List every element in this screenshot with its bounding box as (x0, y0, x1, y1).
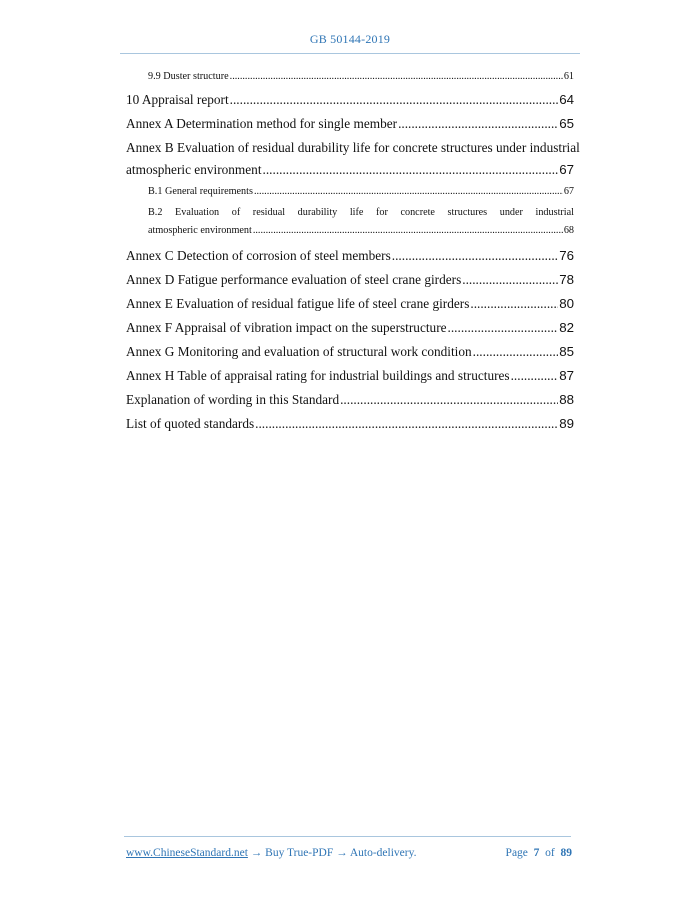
toc-entry-title: Annex F Appraisal of vibration impact on the superstructure (126, 320, 447, 335)
toc-leader-dots (470, 293, 558, 315)
toc-entry-title: Annex E Evaluation of residual fatigue life of steel crane girders (126, 296, 470, 311)
toc-page-number: 88 (559, 392, 574, 407)
toc-entry-title-line1: B.2 Evaluation of residual durability life for concrete structures under industrial (148, 207, 574, 218)
page-of-label: of (545, 847, 555, 859)
toc-entry-annex-d[interactable] (126, 269, 574, 291)
toc-entry-9-9[interactable] (126, 68, 574, 86)
toc-page-number: 89 (559, 416, 574, 431)
toc-entry-quoted-standards[interactable] (126, 413, 574, 435)
toc-entry-annex-h[interactable] (126, 365, 574, 387)
current-page: 7 (533, 847, 540, 859)
toc-leader-dots (398, 113, 558, 135)
toc-leader-dots (230, 89, 559, 111)
toc-page-number: 65 (559, 116, 574, 131)
toc-entry-annex-g[interactable] (126, 341, 574, 363)
header-divider (120, 53, 580, 54)
toc-entry-annex-f[interactable] (126, 317, 574, 339)
toc-page-number: 78 (559, 272, 574, 287)
toc-page-number: 64 (559, 92, 574, 107)
toc-leader-dots (263, 159, 559, 181)
table-of-contents (126, 68, 580, 437)
website-link[interactable]: www.ChineseStandard.net (126, 847, 248, 859)
footer-promo (126, 847, 416, 859)
toc-entry-annex-c[interactable] (126, 245, 574, 267)
toc-entry-title: 10 Appraisal report (126, 92, 229, 107)
toc-entry-explanation[interactable] (126, 389, 574, 411)
toc-leader-dots (448, 317, 559, 339)
toc-leader-dots (473, 341, 559, 363)
toc-page-number: 80 (559, 296, 574, 311)
toc-page-number: 82 (559, 320, 574, 335)
toc-page-number: 61 (563, 71, 574, 82)
toc-page-number: 67 (563, 186, 574, 197)
toc-entry-annex-b[interactable] (126, 137, 580, 181)
toc-entry-title-line2: atmospheric environment (126, 162, 262, 177)
toc-leader-dots (255, 413, 558, 435)
toc-leader-dots (462, 269, 558, 291)
toc-entry-annex-a[interactable] (126, 113, 574, 135)
total-pages: 89 (560, 847, 572, 859)
toc-entry-annex-e[interactable] (126, 293, 574, 315)
toc-entry-title: Annex C Detection of corrosion of steel members (126, 248, 391, 263)
toc-leader-dots (340, 389, 558, 411)
footer-promo-text: → Buy True-PDF → Auto-delivery. (247, 847, 417, 859)
toc-entry-title-line2: atmospheric environment (148, 225, 252, 236)
toc-entry-title: Annex G Monitoring and evaluation of structural work condition (126, 344, 472, 359)
toc-entry-title: B.1 General requirements (148, 186, 253, 197)
toc-leader-dots (511, 365, 559, 387)
toc-page-number: 76 (559, 248, 574, 263)
toc-page-number: 85 (559, 344, 574, 359)
toc-leader-dots (254, 183, 563, 201)
toc-entry-title: Annex D Fatigue performance evaluation of steel crane girders (126, 272, 462, 287)
page-label: Page (505, 847, 528, 859)
toc-leader-dots (253, 222, 563, 240)
toc-entry-b-2[interactable] (126, 204, 574, 240)
toc-leader-dots (392, 245, 558, 267)
toc-entry-10[interactable] (126, 89, 574, 111)
toc-entry-title: Annex H Table of appraisal rating for industrial buildings and structures (126, 368, 510, 383)
toc-entry-title: Annex A Determination method for single member (126, 116, 398, 131)
footer-divider (124, 836, 571, 837)
toc-page-number: 87 (559, 368, 574, 383)
toc-page-number: 67 (559, 162, 574, 177)
toc-entry-b-1[interactable] (126, 183, 574, 201)
toc-entry-title-line1: Annex B Evaluation of residual durability life for concrete structures under industrial (126, 140, 580, 155)
toc-page-number: 68 (563, 225, 574, 236)
page-counter (506, 847, 572, 859)
toc-leader-dots (230, 68, 563, 86)
toc-entry-title: List of quoted standards (126, 416, 255, 431)
toc-entry-title: 9.9 Duster structure (148, 71, 229, 82)
running-header: GB 50144-2019 (309, 32, 391, 46)
toc-entry-title: Explanation of wording in this Standard (126, 392, 340, 407)
